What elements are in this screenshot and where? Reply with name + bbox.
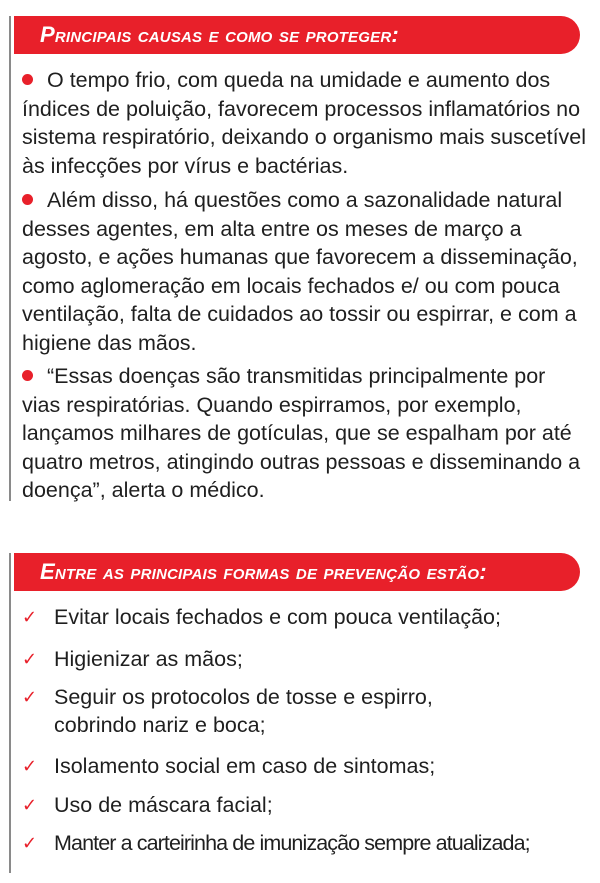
section-heading-banner [14,553,580,591]
paragraph [22,66,588,180]
list-item-text: Seguir os protocolos de tosse e espirro, cobrindo nariz e boca; [54,685,433,737]
checkmark-icon: ✓ [22,649,38,670]
section-heading: Principais causas e como se proteger: [40,22,399,47]
list-item [22,645,592,673]
list-item-text: Higienizar as mãos; [54,647,243,671]
paragraph-text: “Essas doenças são transmitidas principalmente por vias respiratórias. Quando espirramos, por exemplo, lançamos milhares de gotículas, que se espalham por até quatro metros, atingindo outras pessoas e disseminando a doença”, alerta o médico. [22,364,581,502]
checkmark-icon: ✓ [22,756,38,777]
section-heading-banner [14,16,580,54]
list-item [22,791,592,819]
paragraph-text: O tempo frio, com queda na umidade e aumento dos índices de poluição, favorecem processos inflamatórios no sistema respiratório, deixando o organismo mais suscetível às infecções por vírus e bactérias. [22,68,587,178]
list-item [22,752,592,780]
checkmark-icon: ✓ [22,795,38,816]
checkmark-icon: ✓ [22,687,38,708]
section-divider-line [9,553,11,873]
checkmark-icon: ✓ [22,607,38,628]
paragraph [22,186,588,357]
paragraph-text: Além disso, há questões como a sazonalidade natural desses agentes, em alta entre os meses de março a agosto, e ações humanas que favorecem a disseminação, como aglomeração em locais fechados e/ ou com pouca ventilação, falta de cuidados ao tossir ou espirrar, e com a higiene das mãos. [22,188,578,355]
list-item [22,603,592,631]
list-item-text: Evitar locais fechados e com pouca ventilação; [54,605,501,629]
bullet-dot-icon [22,370,33,381]
list-item [22,829,592,857]
list-item-text: Manter a carteirinha de imunização sempre atualizada; [54,831,530,855]
bullet-dot-icon [22,74,33,85]
list-item-text: Isolamento social em caso de sintomas; [54,754,436,778]
section-divider-line [9,16,11,501]
list-item-text: Uso de máscara facial; [54,793,273,817]
list-item [22,683,452,739]
section-heading: Entre as principais formas de prevenção estão: [40,559,487,584]
bullet-dot-icon [22,194,33,205]
paragraph [22,362,588,505]
checkmark-icon: ✓ [22,833,38,854]
